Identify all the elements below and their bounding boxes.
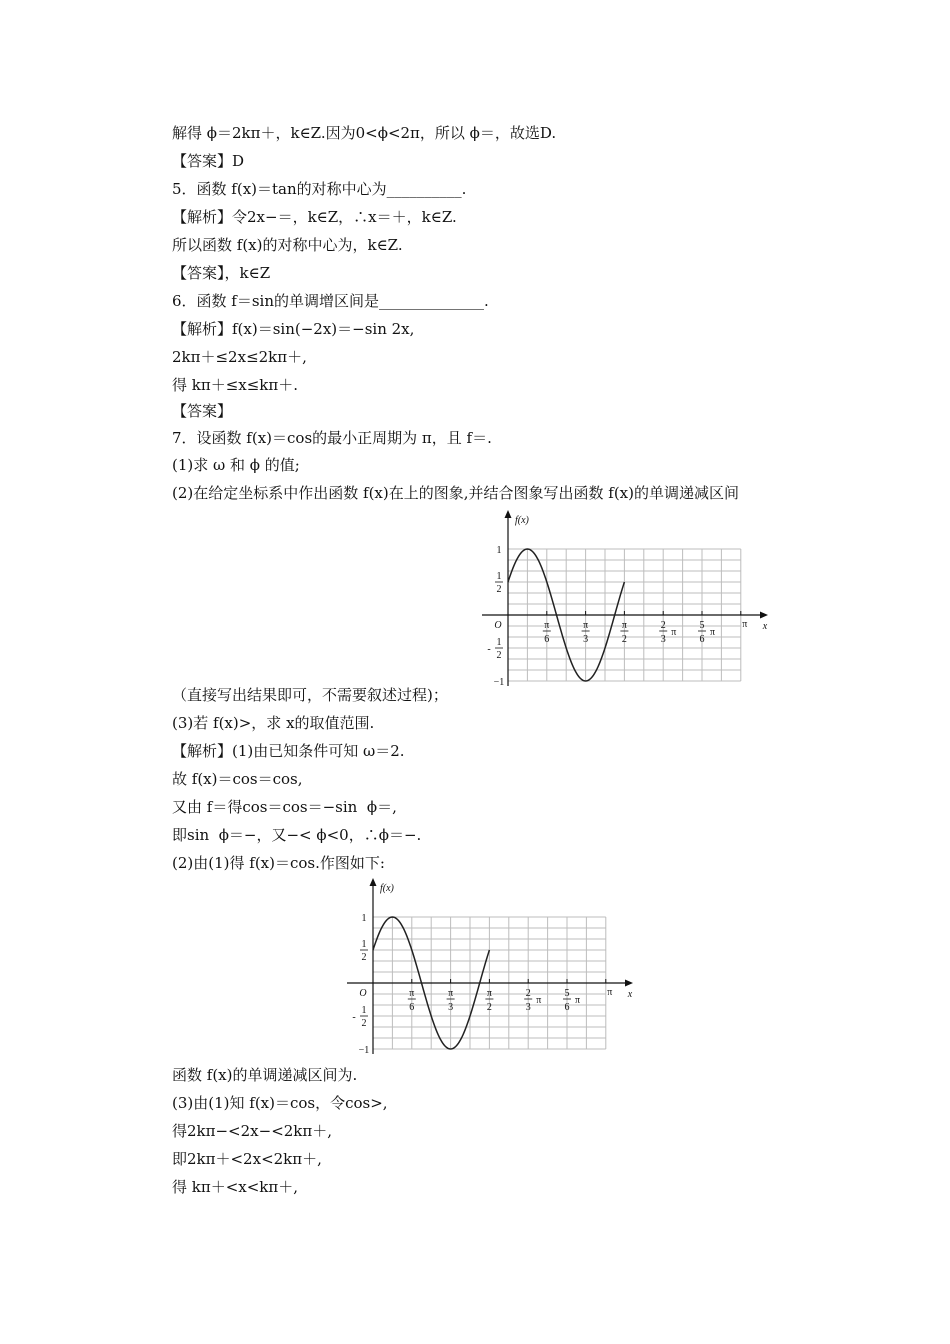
- x-tick-denominator: 3: [448, 1002, 454, 1013]
- y-tick-sign: -: [487, 644, 491, 655]
- x-tick-numerator: π: [486, 988, 492, 999]
- x-tick-suffix: π: [671, 627, 677, 638]
- y-tick-denominator: 2: [496, 650, 502, 661]
- x-tick-label: π: [742, 619, 748, 630]
- text-line: 又由 f＝得cos＝cos＝−sin ϕ＝,: [172, 798, 397, 816]
- x-tick-denominator: 6: [564, 1002, 570, 1013]
- text-line: (2)由(1)得 f(x)＝cos.作图如下:: [172, 854, 385, 872]
- x-tick-numerator: π: [544, 620, 550, 631]
- x-tick-numerator: π: [621, 620, 627, 631]
- text-line: 得 kπ＋<x<kπ＋,: [172, 1178, 299, 1196]
- text-line: (3)由(1)知 f(x)＝cos，令cos>,: [172, 1094, 388, 1112]
- analysis-line: 【解析】f(x)＝sin(−2x)＝−sin 2x,: [172, 320, 415, 338]
- question-7-part-3: (3)若 f(x)>，求 x的取值范围.: [172, 714, 375, 732]
- y-tick-denominator: 2: [361, 1018, 367, 1029]
- x-tick-denominator: 6: [409, 1002, 415, 1013]
- text-line: 即2kπ＋<2x<2kπ＋,: [172, 1150, 322, 1168]
- x-tick-numerator: 2: [660, 620, 666, 631]
- analysis-line: 【解析】(1)由已知条件可知 ω＝2.: [172, 742, 405, 760]
- x-axis-arrow: [625, 980, 633, 987]
- y-tick-label: 1: [361, 913, 367, 924]
- x-tick-denominator: 6: [544, 634, 550, 645]
- y-axis-arrow: [370, 878, 377, 886]
- answer-line: 【答案】D: [172, 152, 245, 170]
- x-axis-label: x: [627, 989, 633, 1000]
- x-tick-denominator: 6: [699, 634, 705, 645]
- text-line: （直接写出结果即可，不需要叙述过程)；: [172, 686, 448, 704]
- y-axis-arrow: [505, 510, 512, 518]
- y-tick-numerator: 1: [496, 571, 502, 582]
- question-6: 6．函数 f＝sin的单调增区间是______________.: [172, 292, 489, 310]
- y-tick-label: 1: [496, 545, 502, 556]
- cosine-graph-2: [343, 876, 635, 1054]
- x-tick-denominator: 2: [621, 634, 627, 645]
- y-tick-label: −1: [493, 677, 505, 686]
- text-line: 函数 f(x)的单调递减区间为.: [172, 1066, 358, 1084]
- y-axis-label: f(x): [515, 515, 529, 526]
- origin-label: O: [494, 620, 502, 631]
- x-tick-numerator: 2: [525, 988, 531, 999]
- x-tick-denominator: 3: [660, 634, 666, 645]
- x-tick-label: π: [607, 987, 613, 998]
- text-line: 故 f(x)＝cos＝cos,: [172, 770, 303, 788]
- analysis-line: 【解析】令2x−＝，k∈Z，∴x＝＋，k∈Z.: [172, 208, 457, 226]
- question-7-part-2: (2)在给定坐标系中作出函数 f(x)在上的图象,并结合图象写出函数 f(x)的单调递减区间: [172, 484, 739, 502]
- question-7-part-1: (1)求 ω 和 ϕ 的值;: [172, 456, 300, 474]
- y-tick-numerator: 1: [361, 939, 367, 950]
- x-tick-numerator: π: [409, 988, 415, 999]
- x-tick-denominator: 2: [486, 1002, 492, 1013]
- text-line: 解得 ϕ＝2kπ＋，k∈Z.因为0<ϕ<2π，所以 ϕ＝，故选D.: [172, 124, 557, 142]
- x-tick-suffix: π: [575, 995, 581, 1006]
- x-tick-suffix: π: [710, 627, 716, 638]
- y-tick-denominator: 2: [496, 584, 502, 595]
- text-line: 所以函数 f(x)的对称中心为，k∈Z.: [172, 236, 403, 254]
- question-7: 7．设函数 f(x)＝cos的最小正周期为 π，且 f＝.: [172, 429, 492, 447]
- x-tick-denominator: 3: [583, 634, 589, 645]
- y-tick-sign: -: [352, 1012, 356, 1023]
- x-tick-numerator: π: [448, 988, 454, 999]
- text-line: 得 kπ＋≤x≤kπ＋.: [172, 376, 299, 394]
- x-tick-numerator: 5: [699, 620, 705, 631]
- question-5: 5．函数 f(x)＝tan的对称中心为__________.: [172, 180, 467, 198]
- x-axis-arrow: [760, 612, 768, 619]
- y-tick-label: −1: [358, 1045, 370, 1054]
- x-tick-numerator: 5: [564, 988, 570, 999]
- text-line: 即sin ϕ＝−，又−< ϕ<0，∴ϕ＝−.: [172, 826, 422, 844]
- x-tick-denominator: 3: [525, 1002, 531, 1013]
- text-line: 2kπ＋≤2x≤2kπ＋,: [172, 348, 307, 366]
- text-line: 得2kπ−<2x−<2kπ＋,: [172, 1122, 333, 1140]
- y-tick-numerator: 1: [496, 637, 502, 648]
- answer-line: 【答案】，k∈Z: [172, 264, 271, 282]
- origin-label: O: [359, 988, 367, 999]
- y-tick-numerator: 1: [361, 1005, 367, 1016]
- cosine-graph-1: [478, 508, 770, 686]
- x-tick-numerator: π: [583, 620, 589, 631]
- y-axis-label: f(x): [380, 883, 394, 894]
- x-axis-label: x: [762, 621, 768, 632]
- x-tick-suffix: π: [536, 995, 542, 1006]
- answer-line: 【答案】: [172, 402, 233, 420]
- y-tick-denominator: 2: [361, 952, 367, 963]
